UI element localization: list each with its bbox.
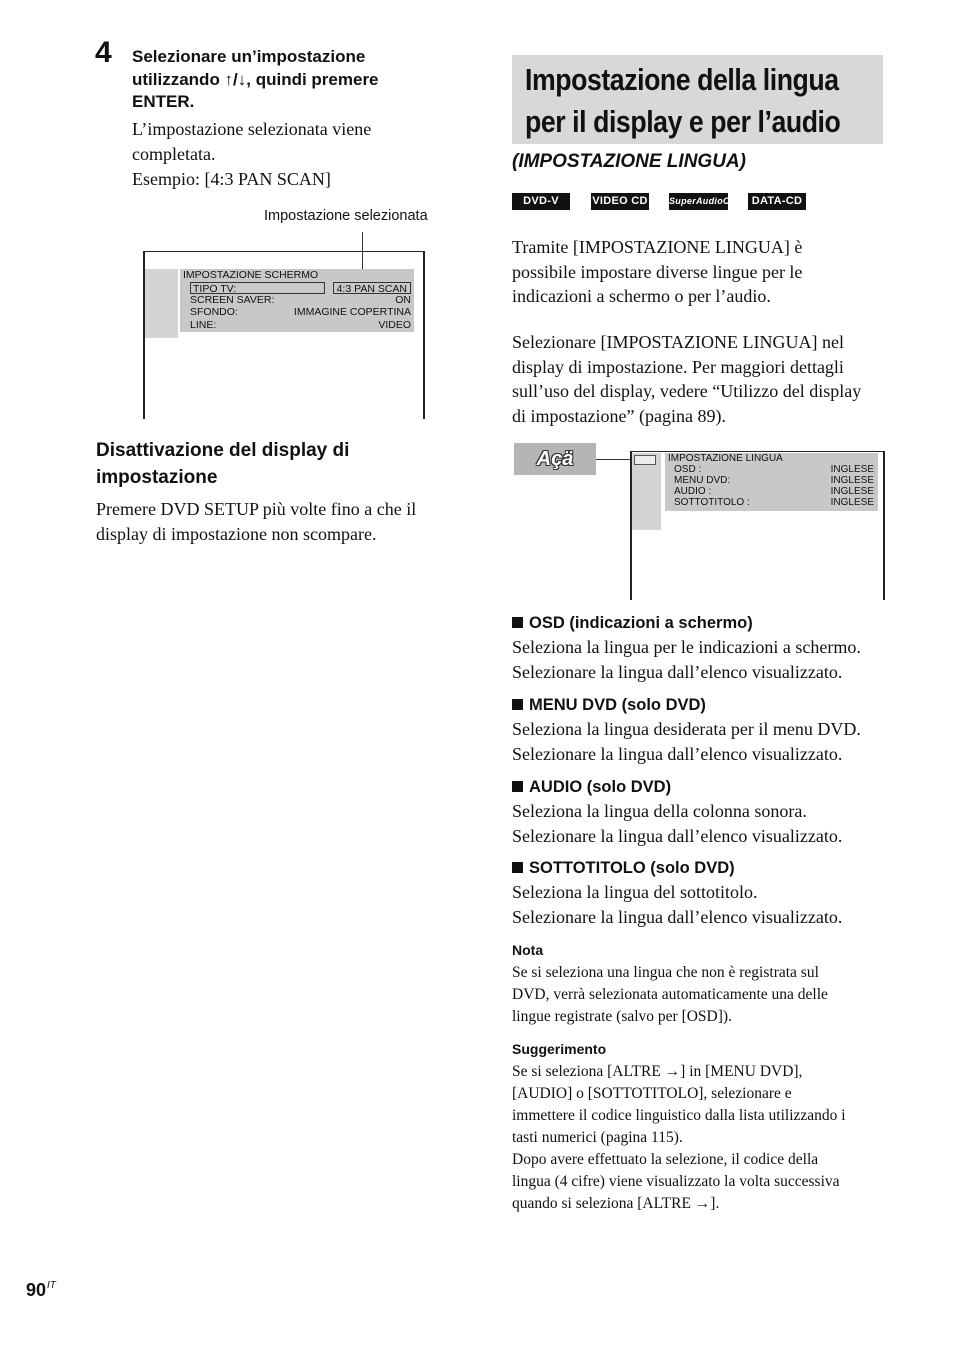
item-body-sottotitolo: Seleziona la lingua del sottotitolo. Selezionare la lingua dall’elenco visualizzato. xyxy=(512,882,843,927)
step-heading: Selezionare un’impostazione utilizzando ↑/↓, quindi premere ENTER. xyxy=(132,47,379,111)
item-body-osd: Seleziona la lingua per le indicazioni a schermo. Selezionare la lingua dall’elenco visualizzato. xyxy=(512,637,861,682)
badge-super-audio-cd: SuperAudioCD xyxy=(669,193,728,210)
section-body-disattivazione: Premere DVD SETUP più volte fino a che il display di impostazione non scompare. xyxy=(96,499,417,544)
item-heading-menu-dvd: MENU DVD (solo DVD) xyxy=(512,696,892,715)
screen-menu-row: AUDIO : INGLESE xyxy=(674,486,874,497)
step-number: 4 xyxy=(95,36,112,69)
screen-menu-row: MENU DVD: INGLESE xyxy=(674,475,874,486)
item-heading-audio: AUDIO (solo DVD) xyxy=(512,778,892,797)
note-body: Se si seleziona una lingua che non è registrata sul DVD, verrà selezionata automaticamente una delle lingue registrate (salvo per [OSD]). xyxy=(512,964,828,1025)
step-body: L’impostazione selezionata viene completata. Esempio: [4:3 PAN SCAN] xyxy=(132,119,372,189)
item-heading-sottotitolo: SOTTOTITOLO (solo DVD) xyxy=(512,859,892,878)
item-body-menu-dvd: Seleziona la lingua desiderata per il menu DVD. Selezionare la lingua dall’elenco visualizzato. xyxy=(512,719,861,764)
square-bullet-icon xyxy=(512,699,523,710)
item-body-audio: Seleziona la lingua della colonna sonora. Selezionare la lingua dall’elenco visualizzato. xyxy=(512,801,843,846)
screen-side-tab xyxy=(145,269,178,338)
tip-heading: Suggerimento xyxy=(512,1041,607,1057)
screen-menu-row: SFONDO: IMMAGINE COPERTINA xyxy=(190,306,411,318)
tip-body: Se si seleziona [ALTRE →] in [MENU DVD], [AUDIO] o [SOTTOTITOLO], selezionare e immettere il codice linguistico dalla lista utilizzando i tasti numerici (pagina 115). Dopo avere effettuato la selezione, il codice della lingua (4 cifre) viene visualizzato la volta successiva quando si seleziona [ALTRE →]. xyxy=(512,1063,846,1212)
page-number: $90^{IT}$ xyxy=(26,1280,56,1300)
intro-paragraph-1: Tramite [IMPOSTAZIONE LINGUA] è possibile impostare diverse lingue per le indicazioni a schermo o per l’audio. xyxy=(512,237,803,306)
screen-menu-row: SCREEN SAVER: ON xyxy=(190,294,411,306)
screen-menu-panel xyxy=(665,453,878,511)
badge-dvd-v: DVD-V xyxy=(512,193,570,210)
item-heading-osd: OSD (indicazioni a schermo) xyxy=(512,614,892,633)
callout-line xyxy=(596,459,634,460)
screen-menu-row: OSD : INGLESE xyxy=(674,464,874,475)
note-heading: Nota xyxy=(512,942,544,958)
section-subtitle: (IMPOSTAZIONE LINGUA) xyxy=(512,151,746,172)
badge-video-cd: VIDEO CD xyxy=(591,193,649,210)
screen-menu-row: SOTTOTITOLO : INGLESE xyxy=(674,497,874,508)
square-bullet-icon xyxy=(512,862,523,873)
callout-label: Impostazione selezionata xyxy=(264,208,428,224)
badge-data-cd: DATA-CD xyxy=(748,193,806,210)
section-heading-disattivazione: Disattivazione del display di impostazione xyxy=(96,440,350,488)
screen-mini-icon xyxy=(634,455,656,465)
screen-menu-header: IMPOSTAZIONE LINGUA xyxy=(668,453,783,464)
language-icon: Açä xyxy=(514,443,596,475)
screen-menu-row: TIPO TV: 4:3 PAN SCAN xyxy=(190,282,411,294)
square-bullet-icon xyxy=(512,617,523,628)
square-bullet-icon xyxy=(512,781,523,792)
screen-menu-header: IMPOSTAZIONE SCHERMO xyxy=(183,269,319,281)
screen-menu-panel xyxy=(180,269,414,332)
intro-paragraph-2: Selezionare [IMPOSTAZIONE LINGUA] nel display di impostazione. Per maggiori dettagli sull’uso del display, vedere “Utilizzo del display di impostazione” (pagina 89). xyxy=(512,332,862,426)
screen-menu-row: LINE: VIDEO xyxy=(190,319,411,331)
section-title: Impostazione della lingua per il display e per l’audio xyxy=(525,62,841,139)
section-title-box xyxy=(512,55,883,144)
